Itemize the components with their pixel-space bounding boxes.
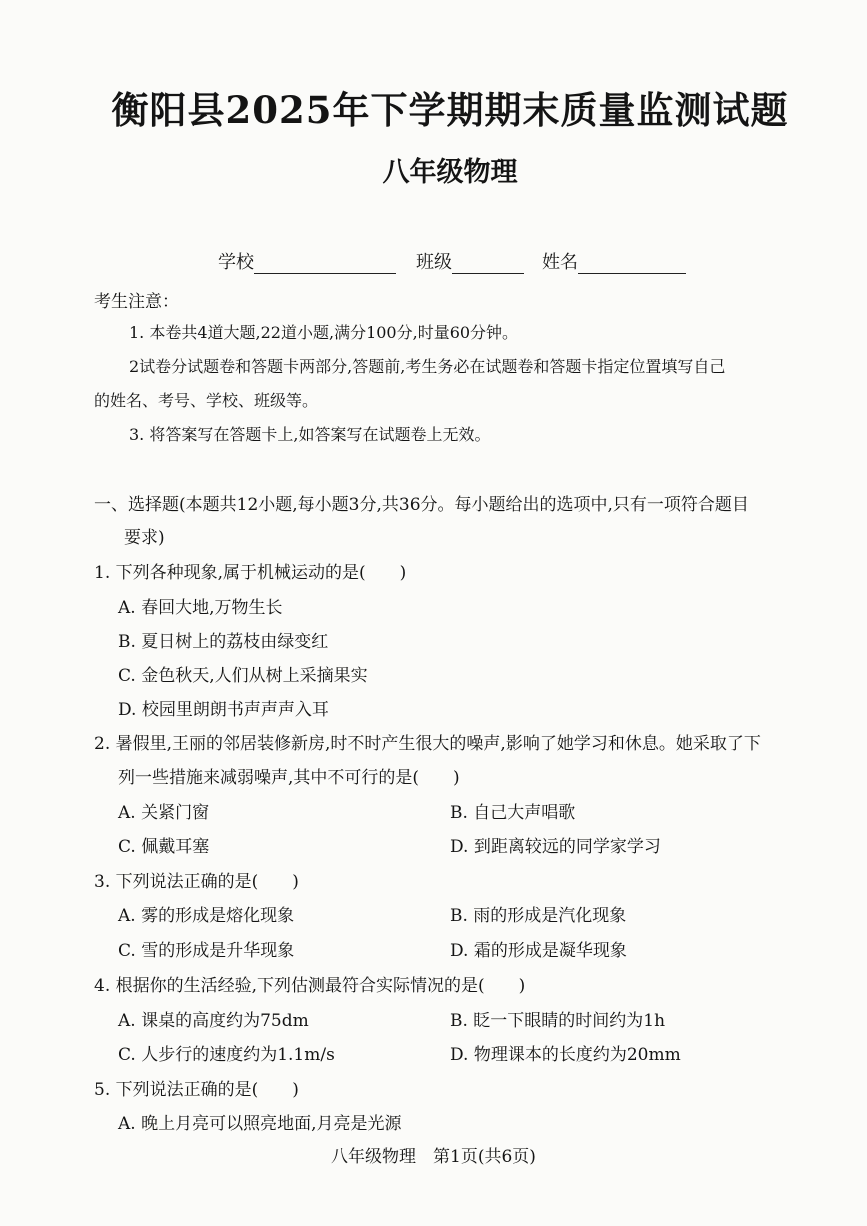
q1-option-c: C. 金色秋天,人们从树上采摘果实 bbox=[118, 666, 368, 686]
name-field bbox=[542, 248, 686, 274]
q3-option-b: B. 雨的形成是汽化现象 bbox=[450, 906, 627, 926]
name-label: 姓名 bbox=[542, 252, 578, 273]
q4-option-d: D. 物理课本的长度约为20mm bbox=[450, 1045, 681, 1065]
section-heading-line2: 要求) bbox=[124, 528, 165, 548]
note-line-3: 3. 将答案写在答题卡上,如答案写在试题卷上无效。 bbox=[129, 425, 491, 444]
q2-stem-line2: 列一些措施来减弱噪声,其中不可行的是( ) bbox=[118, 768, 460, 788]
q2-option-a: A. 关紧门窗 bbox=[118, 803, 210, 823]
q1-option-d: D. 校园里朗朗书声声声入耳 bbox=[118, 700, 329, 720]
q4-option-a: A. 课桌的高度约为75dm bbox=[118, 1011, 309, 1031]
exam-title: 衡阳县2025年下学期期末质量监测试题 bbox=[111, 88, 789, 132]
section-heading-line1: 一、选择题(本题共12小题,每小题3分,共36分。每小题给出的选项中,只有一项符合题目 bbox=[94, 495, 749, 515]
q5-stem: 5. 下列说法正确的是( ) bbox=[94, 1080, 299, 1100]
class-label: 班级 bbox=[416, 252, 452, 273]
q1-option-a: A. 春回大地,万物生长 bbox=[118, 598, 283, 618]
q3-option-d: D. 霜的形成是凝华现象 bbox=[450, 941, 627, 961]
q3-option-c: C. 雪的形成是升华现象 bbox=[118, 941, 295, 961]
page-footer: 八年级物理 第1页(共6页) bbox=[331, 1147, 536, 1167]
q4-stem: 4. 根据你的生活经验,下列估测最符合实际情况的是( ) bbox=[94, 976, 526, 996]
exam-subtitle: 八年级物理 bbox=[382, 157, 518, 188]
q3-stem: 3. 下列说法正确的是( ) bbox=[94, 872, 299, 892]
class-field bbox=[416, 248, 524, 274]
note-line-2a: 2试卷分试题卷和答题卡两部分,答题前,考生务必在试题卷和答题卡指定位置填写自己 bbox=[129, 357, 726, 376]
q3-option-a: A. 雾的形成是熔化现象 bbox=[118, 906, 295, 926]
notes-heading: 考生注意： bbox=[94, 292, 179, 312]
q2-stem-line1: 2. 暑假里,王丽的邻居装修新房,时不时产生很大的噪声,影响了她学习和休息。她采取了下 bbox=[94, 734, 761, 754]
q1-stem: 1. 下列各种现象,属于机械运动的是( ) bbox=[94, 563, 407, 583]
q4-option-c: C. 人步行的速度约为1.1m/s bbox=[118, 1045, 335, 1065]
school-blank bbox=[254, 255, 396, 274]
note-line-1: 1. 本卷共4道大题,22道小题,满分100分,时量60分钟。 bbox=[129, 323, 519, 342]
q2-option-b: B. 自己大声唱歌 bbox=[450, 803, 576, 823]
q2-option-d: D. 到距离较远的同学家学习 bbox=[450, 837, 661, 857]
name-blank bbox=[578, 255, 686, 274]
note-line-2b: 的姓名、考号、学校、班级等。 bbox=[94, 391, 319, 410]
school-label: 学校 bbox=[218, 252, 254, 273]
q2-option-c: C. 佩戴耳塞 bbox=[118, 837, 210, 857]
class-blank bbox=[452, 255, 524, 274]
q5-option-a: A. 晚上月亮可以照亮地面,月亮是光源 bbox=[118, 1114, 402, 1134]
school-field bbox=[218, 248, 396, 274]
q1-option-b: B. 夏日树上的荔枝由绿变红 bbox=[118, 632, 329, 652]
q4-option-b: B. 眨一下眼睛的时间约为1h bbox=[450, 1011, 666, 1031]
